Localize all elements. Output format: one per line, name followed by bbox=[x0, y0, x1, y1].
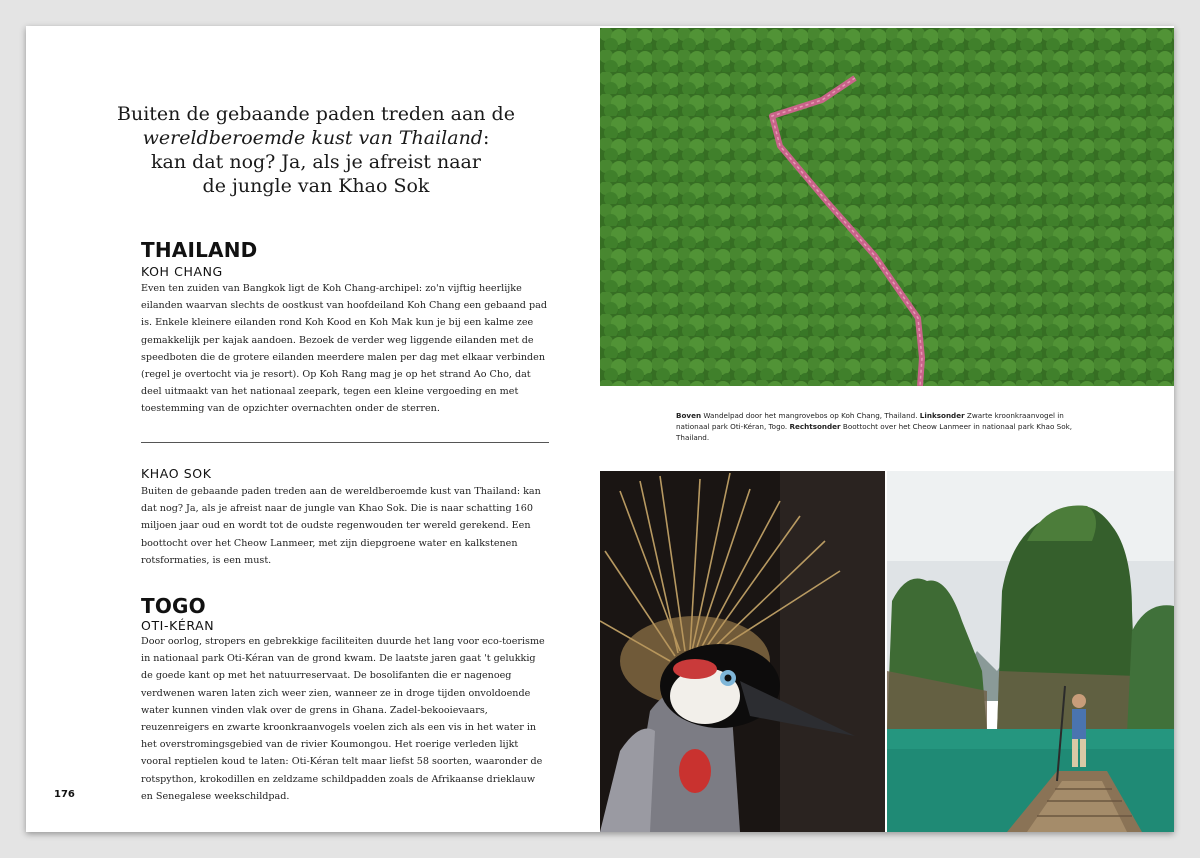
mangrove-boardwalk-photo bbox=[600, 28, 1174, 386]
body-text-oti-keran: Door oorlog, stropers en gebrekkige faciliteiten duurde het lang voor eco-toerisme in nationaal park Oti-Kéran van de grond kwam. De laatste jaren gaat 't gelukkig de goede kant op met het natuurreservaat. De bosolifanten die er nagenoeg verdwenen waren laten zich weer zien, wanneer ze in droge tijden onvoldoende water kunnen vinden vlak over de grens in Ghana. Zadel-bekooievaars, reuzenreigers en zwarte kroonkraanvogels voelen zich als een vis in het water in het overstromingsgebied van de rivier Koumongou. Het roerige verleden lijkt vooral reptielen koud te laten: Oti-Kéran telt maar liefst 58 soorten, waaronder de rotspython, krokodillen en zeldzame schildpadden zoals de Afrikaanse drieklauw en Senegalese weekschildpad. bbox=[141, 636, 545, 802]
magazine-spread bbox=[26, 26, 1174, 832]
subtitle-oti-keran: OTI-KÉRAN bbox=[141, 618, 215, 633]
subtitle-koh-chang: KOH CHANG bbox=[141, 264, 223, 279]
body-text-koh-chang: Even ten zuiden van Bangkok ligt de Koh Chang-archipel: zo'n vijftig heerlijke eilanden waarvan slechts de oostkust van hoofdeiland Koh Chang een gebaand pad is. Enkele kleinere eilanden rond Koh Kood en Koh Mak kun je bij een kalme zee gemakkelijk per kajak aandoen. Bezoek de verder weg liggende eilanden met de speedboten die de grotere eilanden meerdere malen per dag met elkaar verbinden (regel je overtocht via je resort). Op Koh Rang mag je op het strand Ao Cho, dat deel uitmaakt van het nationaal zeepark, tegen een kleine vergoeding en met toestemming van de opzichter overnachten onder de sterren. bbox=[141, 283, 548, 415]
pull-quote-line-3: kan dat nog? Ja, als je afreist naar bbox=[151, 151, 481, 173]
body-text-khao-sok: Buiten de gebaande paden treden aan de wereldberoemde kust van Thailand: kan dat nog? Ja, als je afreist naar de jungle van Khao Sok. Die is naar schatting 160 miljoen jaar oud en wordt tot de oudste regenwouden ter wereld gerekend. Een boottocht over het Cheow Lanmeer, met zijn diepgroene water en kalkstenen rotsformaties, is een must. bbox=[141, 486, 541, 566]
pull-quote-line-4: de jungle van Khao Sok bbox=[202, 175, 430, 197]
pull-quote-italic: wereldberoemde kust van Thailand bbox=[142, 127, 483, 149]
subtitle-khao-sok: KHAO SOK bbox=[141, 466, 212, 481]
section-title-togo: TOGO bbox=[141, 594, 206, 618]
section-title-thailand: THAILAND bbox=[141, 238, 258, 262]
photo-caption: Boven Wandelpad door het mangrovebos op Koh Chang, Thailand. Linksonder Zwarte kroonkraanvogel in nationaal park Oti-Kéran, Togo. Rechtsonder Boottocht over het Cheow Lanmeer in nationaal park Khao Sok, Thailand. bbox=[676, 411, 1073, 442]
longtail-boat-lake-photo bbox=[887, 471, 1174, 832]
section-divider bbox=[141, 442, 549, 443]
pull-quote-line-1: Buiten de gebaande paden treden aan de bbox=[117, 103, 515, 125]
caption-label-bottom-left: Linksonder bbox=[919, 411, 965, 420]
caption-label-bottom-right: Rechtsonder bbox=[789, 422, 841, 431]
caption-label-top: Boven bbox=[676, 411, 702, 420]
page-number: 176 bbox=[54, 789, 75, 800]
pull-quote-line-2: wereldberoemde kust van Thailand: bbox=[142, 127, 490, 149]
crowned-crane-photo bbox=[600, 471, 885, 832]
pull-quote bbox=[106, 102, 526, 198]
